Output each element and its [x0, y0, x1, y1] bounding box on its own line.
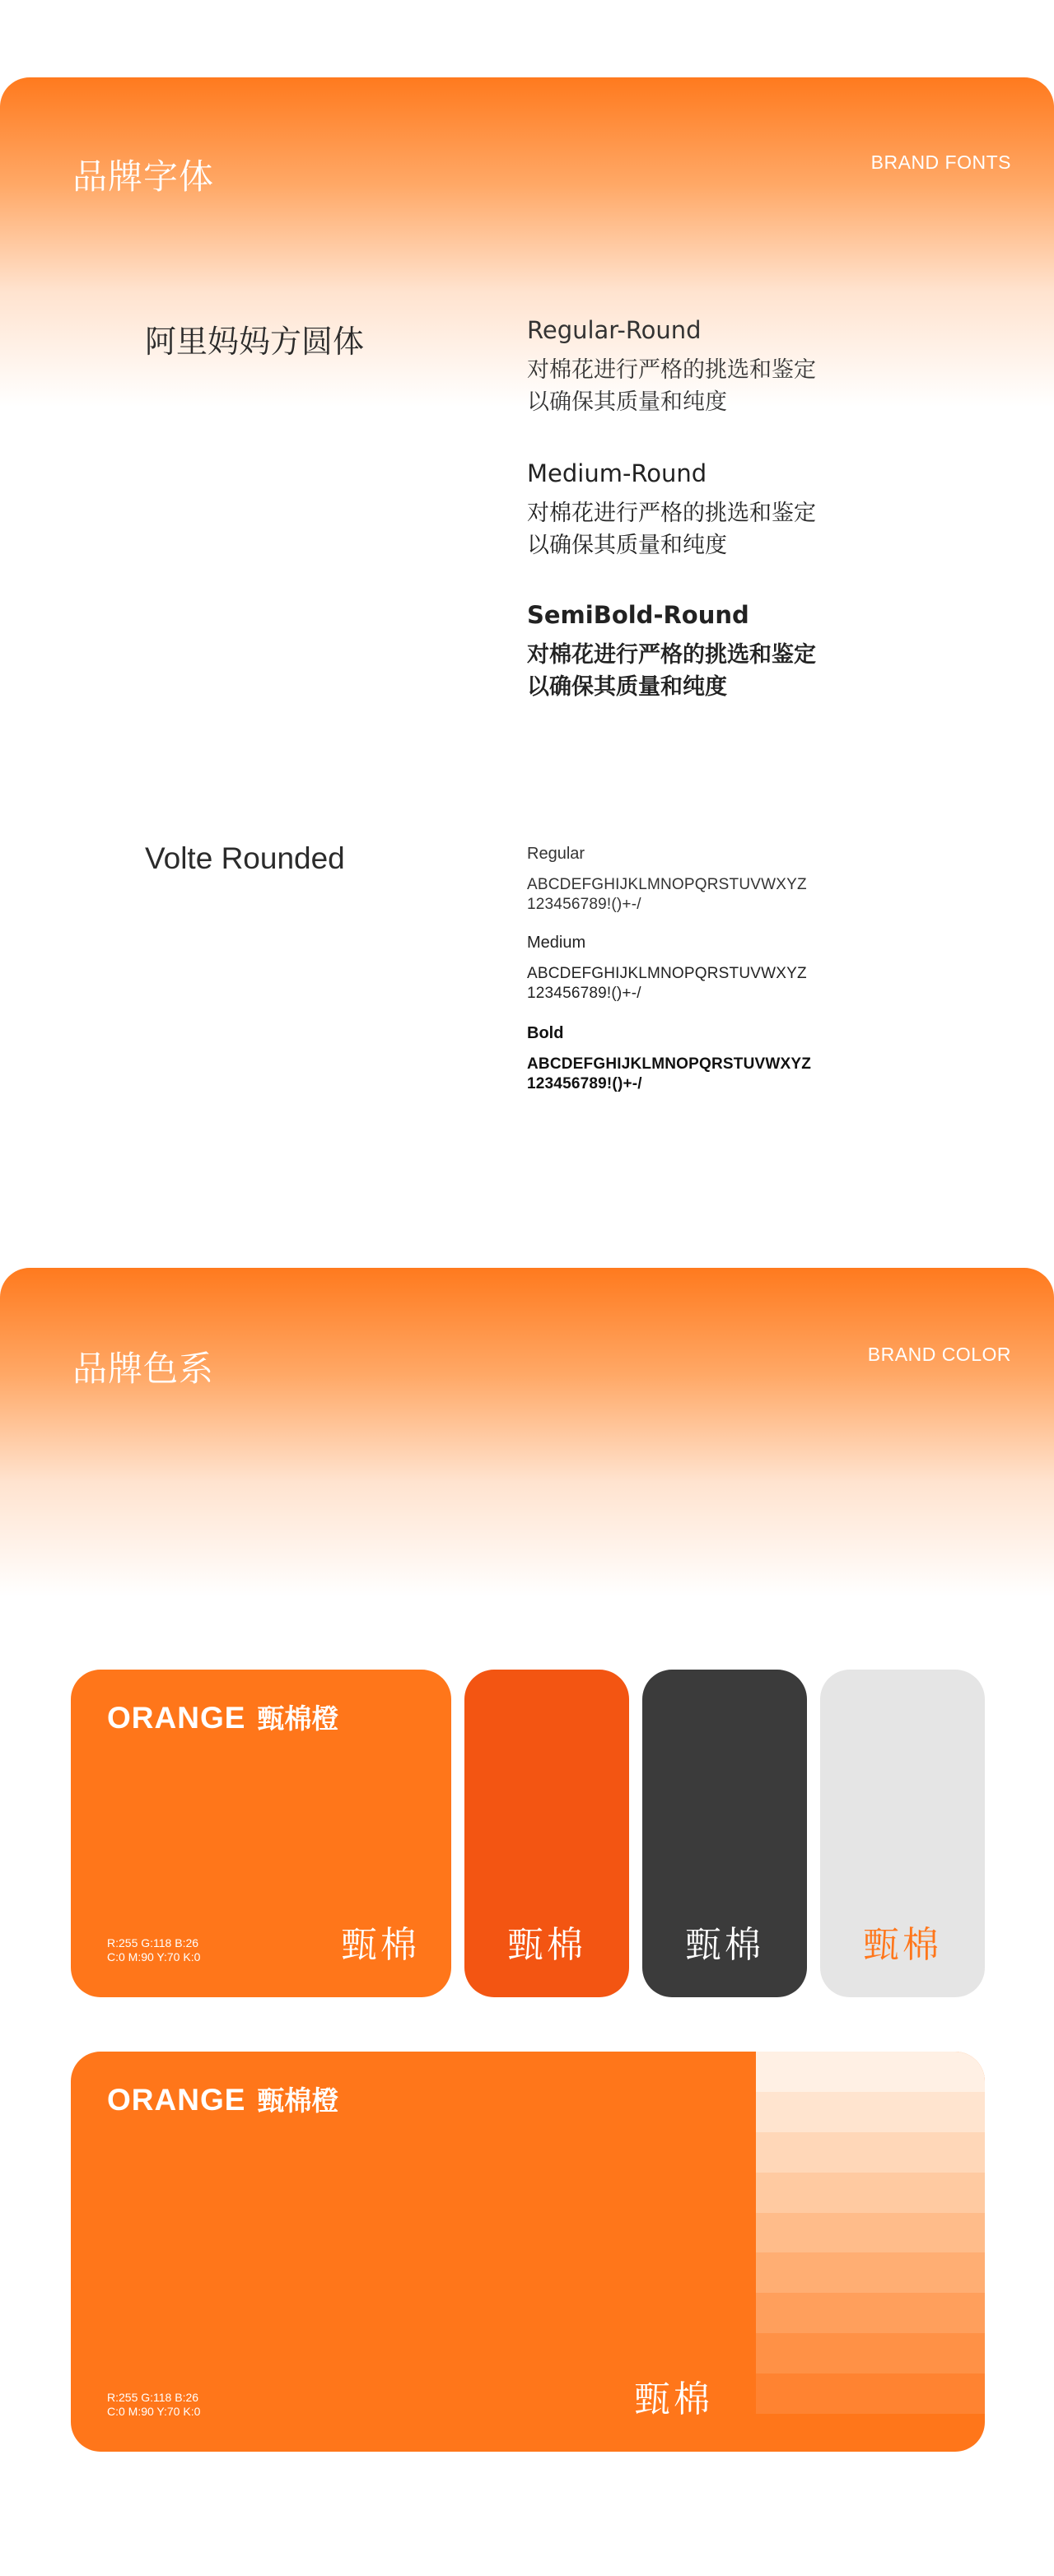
tint-band-3	[756, 2132, 985, 2173]
sample-line: 对棉花进行严格的挑选和鉴定	[527, 642, 816, 668]
color-values	[107, 2391, 200, 2419]
latin-font-name: Volte Rounded	[145, 841, 345, 875]
brand-name-en: ORANGE	[107, 1701, 246, 1735]
color-section-title: 品牌色系	[72, 1349, 215, 1389]
sample-line: 以确保其质量和纯度	[527, 533, 727, 558]
sample-line: 对棉花进行严格的挑选和鉴定	[527, 501, 816, 526]
alphabet-line: ABCDEFGHIJKLMNOPQRSTUVWXYZ	[527, 876, 807, 893]
cmyk-values: C:0 M:90 Y:70 K:0	[107, 2405, 201, 2418]
logo-mark: 甄棉	[634, 2378, 713, 2420]
latin-weight-bold	[527, 1024, 906, 1094]
tint-scale	[756, 2052, 985, 2414]
tint-band-2	[756, 2092, 985, 2132]
weight-sample	[527, 497, 906, 561]
digits-line: 123456789!()+-/	[527, 896, 641, 913]
tint-band-4	[756, 2173, 985, 2213]
tint-band-9	[756, 2373, 985, 2414]
sample-line: 对棉花进行严格的挑选和鉴定	[527, 357, 816, 383]
weight-title: Medium-Round	[527, 459, 707, 487]
tint-band-1	[756, 2052, 985, 2092]
brand-name-en: ORANGE	[107, 2083, 246, 2117]
brand-color-section	[0, 1268, 1054, 2576]
weight-sample	[527, 639, 906, 703]
tint-band-7	[756, 2293, 985, 2333]
fonts-section-title: 品牌字体	[72, 156, 215, 197]
logo-mark: 甄棉	[863, 1924, 942, 1966]
chinese-font-name: 阿里妈妈方圆体	[145, 324, 365, 360]
digits-line: 123456789!()+-/	[527, 985, 641, 1002]
brand-wordmark	[107, 1698, 338, 1736]
charcoal-swatch	[642, 1670, 807, 1997]
tint-scale-swatch	[71, 2052, 985, 2452]
weight-title: Regular-Round	[527, 316, 702, 344]
logo-mark: 甄棉	[341, 1924, 420, 1966]
cmyk-values: C:0 M:90 Y:70 K:0	[107, 1950, 201, 1963]
brand-fonts-section	[0, 77, 1054, 1255]
fonts-section-subtitle: BRAND FONTS	[870, 151, 1011, 173]
light-gray-swatch	[820, 1670, 985, 1997]
weight-title: SemiBold-Round	[527, 601, 749, 629]
color-section-subtitle: BRAND COLOR	[867, 1344, 1011, 1365]
logo-mark: 甄棉	[507, 1924, 586, 1966]
sample-line: 以确保其质量和纯度	[527, 674, 727, 700]
digits-line: 123456789!()+-/	[527, 1075, 642, 1092]
chinese-weight-regular	[527, 316, 906, 418]
rgb-values: R:255 G:118 B:26	[107, 1936, 199, 1949]
alphabet-line: ABCDEFGHIJKLMNOPQRSTUVWXYZ	[527, 1055, 812, 1073]
chinese-weight-medium	[527, 459, 906, 561]
tint-band-8	[756, 2333, 985, 2373]
tint-band-6	[756, 2252, 985, 2293]
tint-band-5	[756, 2213, 985, 2253]
primary-orange-swatch	[71, 1670, 451, 1997]
chinese-weight-semibold	[527, 601, 906, 703]
deep-orange-swatch	[464, 1670, 629, 1997]
latin-weight-medium	[527, 934, 906, 1004]
brand-name-zh: 甄棉橙	[257, 1703, 339, 1735]
rgb-values: R:255 G:118 B:26	[107, 2391, 199, 2404]
sample-line: 以确保其质量和纯度	[527, 389, 727, 415]
brand-name-zh: 甄棉橙	[257, 2085, 339, 2117]
alphabet-line: ABCDEFGHIJKLMNOPQRSTUVWXYZ	[527, 965, 807, 982]
weight-title: Bold	[527, 1024, 564, 1042]
latin-weight-regular	[527, 845, 906, 915]
color-values	[107, 1936, 200, 1964]
weight-title: Regular	[527, 845, 585, 863]
brand-wordmark	[107, 2080, 338, 2118]
logo-mark: 甄棉	[685, 1924, 764, 1966]
weight-title: Medium	[527, 934, 586, 952]
weight-sample	[527, 354, 906, 418]
